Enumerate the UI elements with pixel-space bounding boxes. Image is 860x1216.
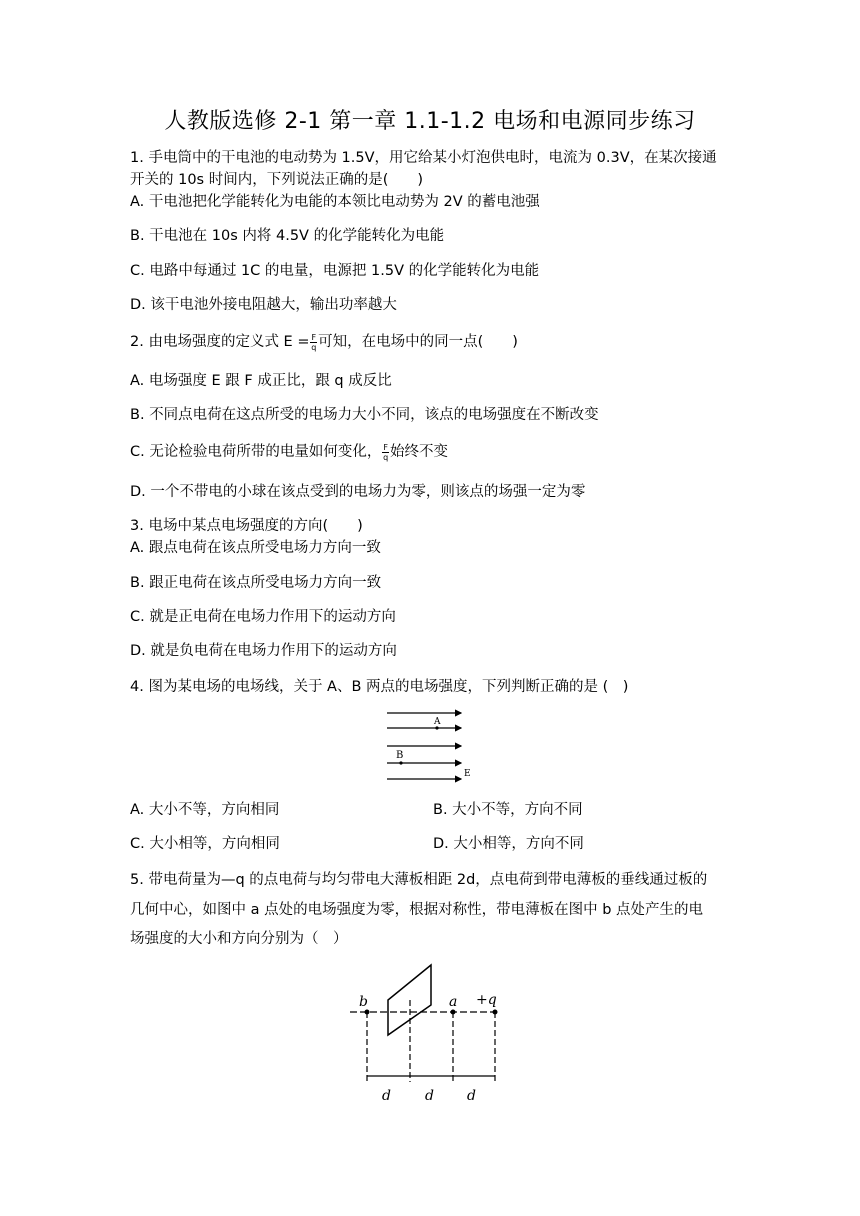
q4-label-e: E bbox=[464, 769, 471, 779]
q2-stem-pre: 2. 由电场强度的定义式 E = bbox=[130, 334, 310, 350]
q4-option-c: C. 大小相等，方向相同 bbox=[130, 836, 280, 852]
q2-option-c: C. 无论检验电荷所带的电量如何变化， $\frac{F}{q}$ 始终不变 bbox=[130, 442, 448, 462]
q5-line1: 5. 带电荷量为—q 的点电荷与均匀带电大薄板相距 2d，点电荷到带电薄板的垂线通过板的 bbox=[130, 872, 708, 888]
q1-stem-line1: 1. 手电筒中的干电池的电动势为 1.5V，用它给某小灯泡供电时，电流为 0.3V，在某次接通 bbox=[130, 150, 717, 166]
q2-option-b: B. 不同点电荷在这点所受的电场力大小不同，该点的电场强度在不断改变 bbox=[130, 407, 599, 423]
q2-option-c-fraction: $\frac{F}{q}$ bbox=[383, 442, 389, 462]
q4-option-d: D. 大小相等，方向不同 bbox=[433, 836, 584, 852]
q1-option-d: D. 该干电池外接电阻越大，输出功率越大 bbox=[130, 297, 397, 313]
q3-option-d: D. 就是负电荷在电场力作用下的运动方向 bbox=[130, 643, 397, 659]
q4-stem: 4. 图为某电场的电场线，关于 A、B 两点的电场强度，下列判断正确的是 ( ) bbox=[130, 679, 629, 695]
q1-stem-line2: 开关的 10s 时间内，下列说法正确的是( ) bbox=[130, 172, 424, 188]
q4-label-a: A bbox=[434, 717, 441, 727]
q4-option-a: A. 大小不等，方向相同 bbox=[130, 802, 280, 818]
q5-line2: 几何中心，如图中 a 点处的电场强度为零，根据对称性，带电薄板在图中 b 点处产生的电 bbox=[130, 902, 704, 918]
q2-option-d: D. 一个不带电的小球在该点受到的电场力为零，则该点的场强一定为零 bbox=[130, 484, 586, 500]
q3-stem: 3. 电场中某点电场强度的方向( ) bbox=[130, 518, 363, 534]
q2-fraction: $\frac{F}{q}$ bbox=[311, 332, 317, 352]
q4-label-b: B bbox=[396, 750, 404, 761]
q4-option-b: B. 大小不等，方向不同 bbox=[433, 802, 583, 818]
q5-label-b: b bbox=[359, 994, 368, 1010]
q3-option-c: C. 就是正电荷在电场力作用下的运动方向 bbox=[130, 609, 396, 625]
q3-option-a: A. 跟点电荷在该点所受电场力方向一致 bbox=[130, 540, 381, 556]
q5-label-d3: d bbox=[467, 1088, 476, 1104]
q5-plate-figure bbox=[345, 960, 515, 1110]
q1-option-c: C. 电路中每通过 1C 的电量，电源把 1.5V 的化学能转化为电能 bbox=[130, 263, 540, 279]
q1-option-b: B. 干电池在 10s 内将 4.5V 的化学能转化为电能 bbox=[130, 228, 445, 244]
q5-label-d2: d bbox=[425, 1088, 434, 1104]
q1-option-a: A. 干电池把化学能转化为电能的本领比电动势为 2V 的蓄电池强 bbox=[130, 194, 540, 210]
q5-label-a: a bbox=[449, 994, 458, 1010]
page-title: 人教版选修 2-1 第一章 1.1-1.2 电场和电源同步练习 bbox=[164, 109, 696, 134]
q2-stem-post: 可知，在电场中的同一点( ) bbox=[318, 334, 518, 350]
q2-stem bbox=[130, 332, 518, 352]
q5-label-q: +q bbox=[476, 992, 497, 1008]
q2-option-a: A. 电场强度 E 跟 F 成正比，跟 q 成反比 bbox=[130, 373, 392, 389]
q5-label-d1: d bbox=[382, 1088, 391, 1104]
q5-line3: 场强度的大小和方向分别为（ ） bbox=[130, 931, 348, 947]
q4-field-lines-figure bbox=[385, 705, 475, 783]
q3-option-b: B. 跟正电荷在该点所受电场力方向一致 bbox=[130, 575, 382, 591]
